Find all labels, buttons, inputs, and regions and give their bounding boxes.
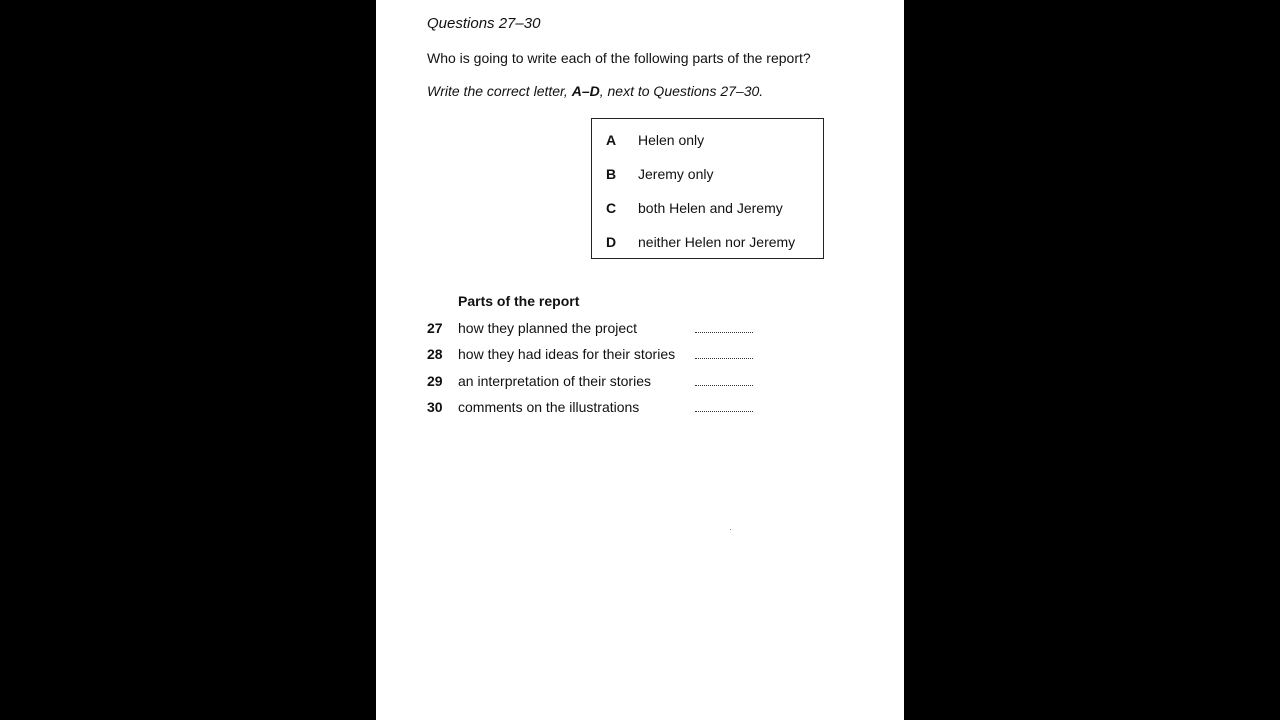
answer-blank[interactable] bbox=[695, 358, 753, 359]
answer-blank[interactable] bbox=[695, 332, 753, 333]
document-page bbox=[376, 0, 904, 720]
instruction-before: Write the correct letter, bbox=[427, 83, 572, 99]
part-text: how they planned the project bbox=[458, 320, 638, 336]
answer-blank[interactable] bbox=[695, 411, 753, 412]
part-row-27 bbox=[427, 320, 767, 340]
part-text: how they had ideas for their stories bbox=[458, 346, 676, 362]
instruction-text bbox=[427, 83, 763, 99]
question-text: Who is going to write each of the following parts of the report? bbox=[427, 50, 811, 66]
option-a bbox=[592, 132, 823, 152]
part-text: comments on the illustrations bbox=[458, 399, 640, 415]
option-b bbox=[592, 166, 823, 186]
section-heading: Questions 27–30 bbox=[427, 15, 541, 32]
option-letter: C bbox=[606, 200, 617, 216]
question-number: 29 bbox=[427, 373, 443, 389]
question-number: 28 bbox=[427, 346, 443, 362]
scan-speck bbox=[730, 529, 731, 530]
option-c bbox=[592, 200, 823, 220]
question-number: 27 bbox=[427, 320, 443, 336]
option-text: neither Helen nor Jeremy bbox=[638, 234, 796, 250]
question-number: 30 bbox=[427, 399, 443, 415]
option-letter: B bbox=[606, 166, 617, 182]
option-text: both Helen and Jeremy bbox=[638, 200, 783, 216]
part-row-30 bbox=[427, 399, 767, 419]
instruction-after: , next to Questions 27–30. bbox=[599, 83, 764, 99]
option-letter: A bbox=[606, 132, 617, 148]
part-row-29 bbox=[427, 373, 767, 393]
options-box bbox=[591, 118, 824, 259]
part-row-28 bbox=[427, 346, 767, 366]
option-d bbox=[592, 234, 823, 254]
answer-blank[interactable] bbox=[695, 385, 753, 386]
instruction-bold: A–D bbox=[571, 83, 600, 99]
option-text: Helen only bbox=[638, 132, 705, 148]
parts-heading: Parts of the report bbox=[458, 293, 580, 309]
option-letter: D bbox=[606, 234, 617, 250]
part-text: an interpretation of their stories bbox=[458, 373, 651, 389]
option-text: Jeremy only bbox=[638, 166, 714, 182]
